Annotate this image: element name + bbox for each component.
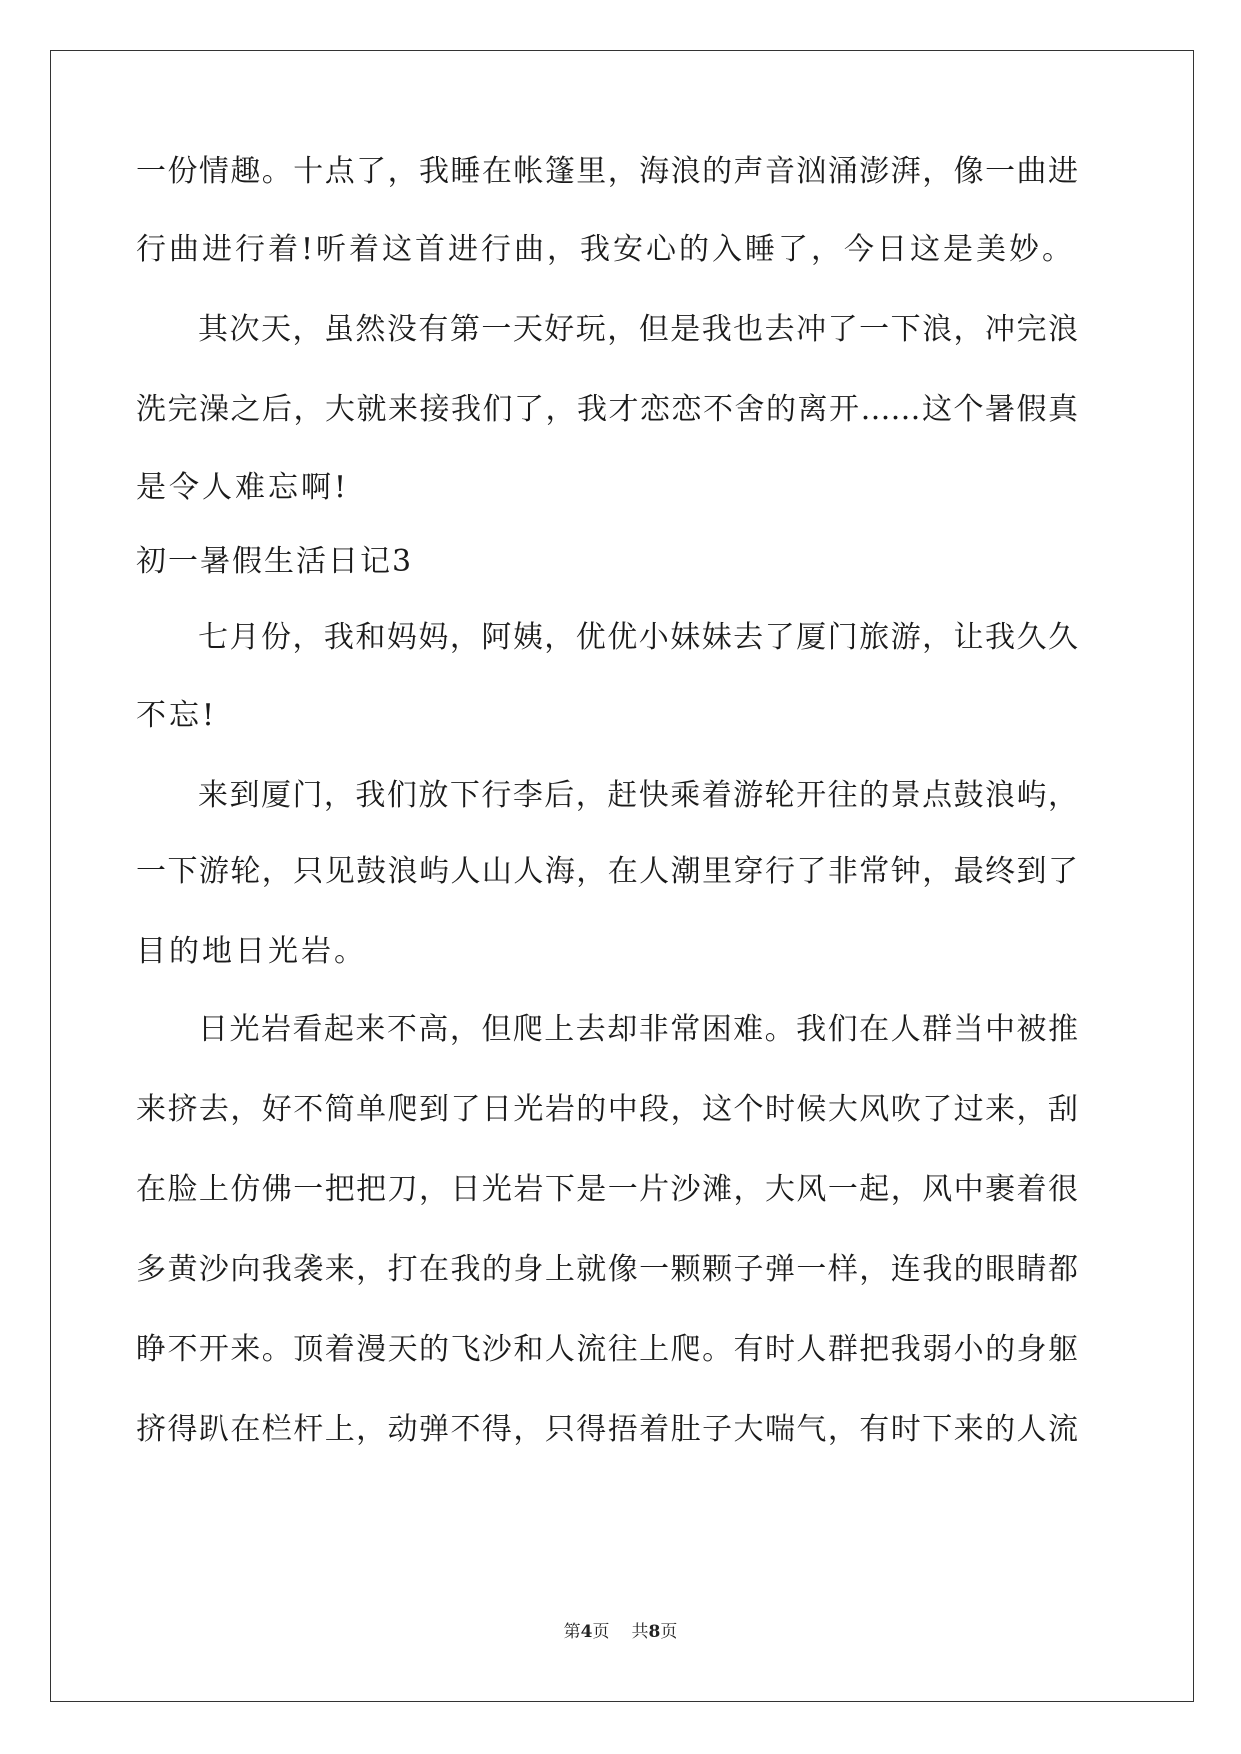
text-line: 在脸上仿佛一把把刀，日光岩下是一片沙滩，大风一起，风中裹着很 bbox=[136, 1172, 1078, 1207]
text-line: 睁不开来。顶着漫天的飞沙和人流往上爬。有时人群把我弱小的身躯 bbox=[136, 1332, 1078, 1367]
text-line: 七月份，我和妈妈，阿姨，优优小妹妹去了厦门旅游，让我久久 bbox=[198, 620, 1078, 655]
page-total-suffix: 页 bbox=[660, 1622, 678, 1642]
page-footer bbox=[0, 1620, 1241, 1644]
page-number-current: 4 bbox=[580, 1622, 593, 1642]
text-line: 挤得趴在栏杆上，动弹不得，只得捂着肚子大喘气，有时下来的人流 bbox=[136, 1412, 1078, 1447]
text-line: 不忘! bbox=[136, 698, 218, 733]
text-line: 来挤去，好不简单爬到了日光岩的中段，这个时候大风吹了过来，刮 bbox=[136, 1092, 1078, 1127]
text-line: 来到厦门，我们放下行李后，赶快乘着游轮开往的景点鼓浪屿， bbox=[198, 778, 1078, 813]
text-line: 日光岩看起来不高，但爬上去却非常困难。我们在人群当中被推 bbox=[198, 1012, 1078, 1047]
text-line: 一下游轮，只见鼓浪屿人山人海，在人潮里穿行了非常钟，最终到了 bbox=[136, 854, 1078, 889]
page-number-prefix: 第 bbox=[563, 1622, 581, 1642]
text-line: 一份情趣。十点了，我睡在帐篷里，海浪的声音汹涌澎湃，像一曲进 bbox=[136, 154, 1078, 189]
page-number-suffix: 页 bbox=[592, 1622, 610, 1642]
text-line: 多黄沙向我袭来，打在我的身上就像一颗颗子弹一样，连我的眼睛都 bbox=[136, 1252, 1078, 1287]
section-heading: 初一暑假生活日记3 bbox=[136, 544, 414, 579]
text-line: 目的地日光岩。 bbox=[136, 934, 367, 969]
text-line: 行曲进行着!听着这首进行曲，我安心的入睡了，今日这是美妙。 bbox=[136, 232, 1076, 267]
text-line: 其次天，虽然没有第一天好玩，但是我也去冲了一下浪，冲完浪 bbox=[198, 312, 1078, 347]
page-total: 8 bbox=[648, 1622, 661, 1642]
page-total-prefix: 共 bbox=[631, 1622, 649, 1642]
text-line: 是令人难忘啊! bbox=[136, 470, 350, 505]
text-line: 洗完澡之后，大就来接我们了，我才恋恋不舍的离开……这个暑假真 bbox=[136, 392, 1078, 427]
